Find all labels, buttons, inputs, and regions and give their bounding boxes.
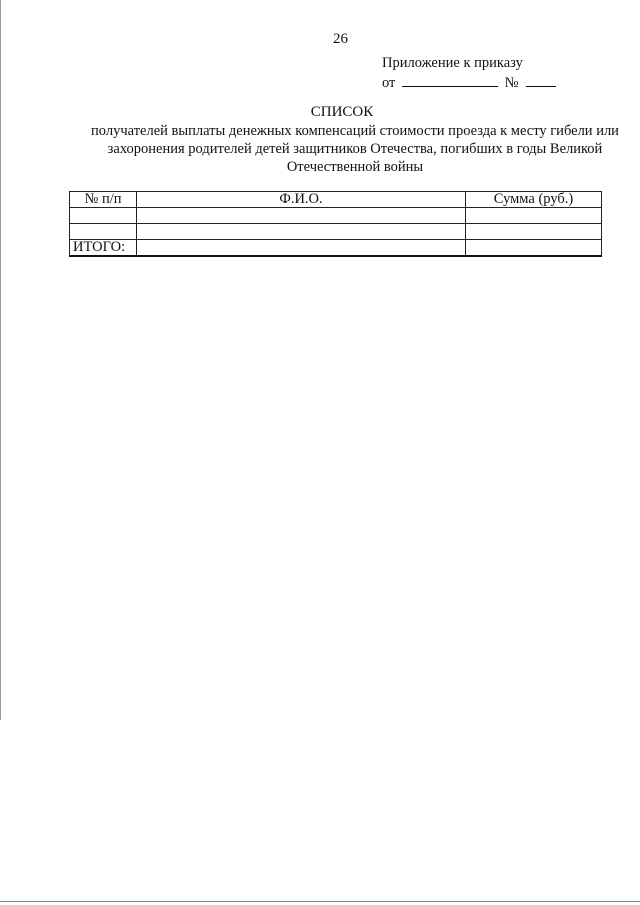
cell-name (137, 224, 466, 240)
appendix-title: Приложение к приказу (382, 55, 523, 71)
header-sum: Сумма (руб.) (466, 192, 602, 208)
header-name: Ф.И.О. (137, 192, 466, 208)
cell-number (70, 208, 137, 224)
total-label: ИТОГО: (70, 240, 137, 257)
total-sum-cell (466, 240, 602, 257)
header-number: № п/п (70, 192, 137, 208)
table-header-row (70, 192, 602, 208)
from-label: от (382, 75, 396, 91)
document-subtitle: получателей выплаты денежных компенсаций стоимости проезда к месту гибели или захоронения родителей детей защитников Отечества, погибших в годы Великой Отечественной войны (91, 123, 619, 175)
recipients-table (69, 191, 602, 257)
document-title: СПИСОК (310, 104, 374, 120)
cell-number (70, 224, 137, 240)
appendix-date-number-line (382, 72, 556, 92)
appendix-block (382, 54, 556, 92)
date-blank (402, 72, 498, 87)
number-label: № (504, 75, 519, 91)
cell-name (137, 208, 466, 224)
cell-sum (466, 224, 602, 240)
table-row (70, 208, 602, 224)
page-number: 26 (333, 31, 348, 47)
number-blank (526, 72, 556, 87)
scan-edge-bottom (0, 901, 640, 902)
cell-sum (466, 208, 602, 224)
total-name-cell (137, 240, 466, 257)
table-row (70, 224, 602, 240)
table-total-row (70, 240, 602, 257)
